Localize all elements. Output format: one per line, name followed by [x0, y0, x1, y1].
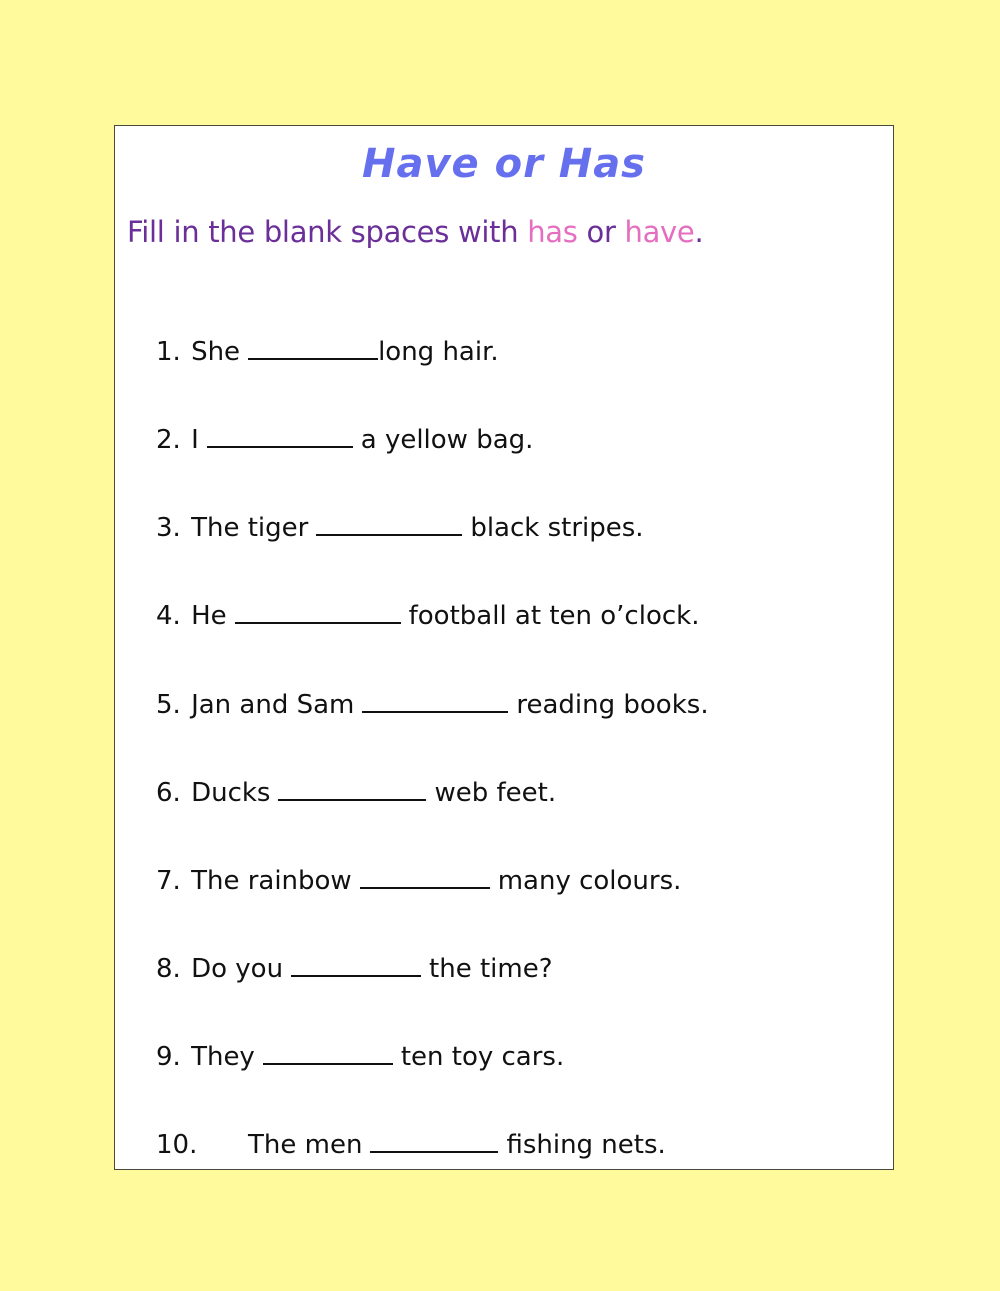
question-10: [156, 1129, 666, 1163]
question-5: [156, 689, 709, 723]
question-9: [156, 1041, 564, 1075]
question-number: 4.: [156, 601, 181, 631]
question-6: [156, 777, 556, 811]
worksheet-title: Have or Has: [361, 141, 646, 187]
question-number: 3.: [156, 513, 181, 543]
option-have: have: [624, 215, 695, 249]
question-2: [156, 424, 533, 458]
question-suffix: black stripes.: [470, 513, 644, 543]
question-prefix: The men: [248, 1130, 363, 1160]
question-prefix: Jan and Sam: [191, 690, 355, 720]
question-suffix: many colours.: [497, 866, 682, 896]
question-7: [156, 865, 681, 899]
question-number: 2.: [156, 425, 181, 455]
answer-blank[interactable]: [370, 1129, 498, 1153]
answer-blank[interactable]: [248, 336, 378, 360]
question-number: 9.: [156, 1042, 181, 1072]
question-number: 7.: [156, 866, 181, 896]
question-number: 10.: [156, 1130, 198, 1160]
instruction-period: .: [694, 215, 704, 249]
question-suffix: the time?: [429, 954, 553, 984]
question-number: 1.: [156, 337, 181, 367]
answer-blank[interactable]: [235, 600, 401, 624]
instruction-or: or: [577, 215, 625, 249]
question-suffix: web feet.: [434, 778, 557, 808]
answer-blank[interactable]: [316, 512, 462, 536]
question-suffix: ten toy cars.: [400, 1042, 565, 1072]
option-has: has: [527, 215, 578, 249]
question-8: [156, 953, 553, 987]
answer-blank[interactable]: [278, 777, 426, 801]
question-suffix: long hair.: [378, 337, 499, 367]
question-number: 6.: [156, 778, 181, 808]
question-number: 8.: [156, 954, 181, 984]
instruction-text: [127, 215, 704, 249]
question-prefix: She: [191, 337, 241, 367]
answer-blank[interactable]: [291, 953, 421, 977]
question-4: [156, 600, 699, 634]
question-suffix: fishing nets.: [506, 1130, 666, 1160]
answer-blank[interactable]: [263, 1041, 393, 1065]
question-suffix: reading books.: [516, 690, 709, 720]
question-prefix: The tiger: [191, 513, 309, 543]
answer-blank[interactable]: [360, 865, 490, 889]
question-prefix: He: [191, 601, 227, 631]
answer-blank[interactable]: [362, 689, 508, 713]
instruction-lead: Fill in the blank spaces with: [127, 215, 528, 249]
question-suffix: a yellow bag.: [360, 425, 534, 455]
question-prefix: They: [191, 1042, 255, 1072]
question-prefix: Do you: [191, 954, 284, 984]
question-3: [156, 512, 644, 546]
question-number: 5.: [156, 690, 181, 720]
question-prefix: Ducks: [191, 778, 271, 808]
worksheet-page: [114, 125, 894, 1170]
question-suffix: football at ten o’clock.: [408, 601, 700, 631]
question-prefix: The rainbow: [191, 866, 352, 896]
question-prefix: I: [191, 425, 199, 455]
answer-blank[interactable]: [207, 424, 353, 448]
question-1: [156, 336, 499, 370]
